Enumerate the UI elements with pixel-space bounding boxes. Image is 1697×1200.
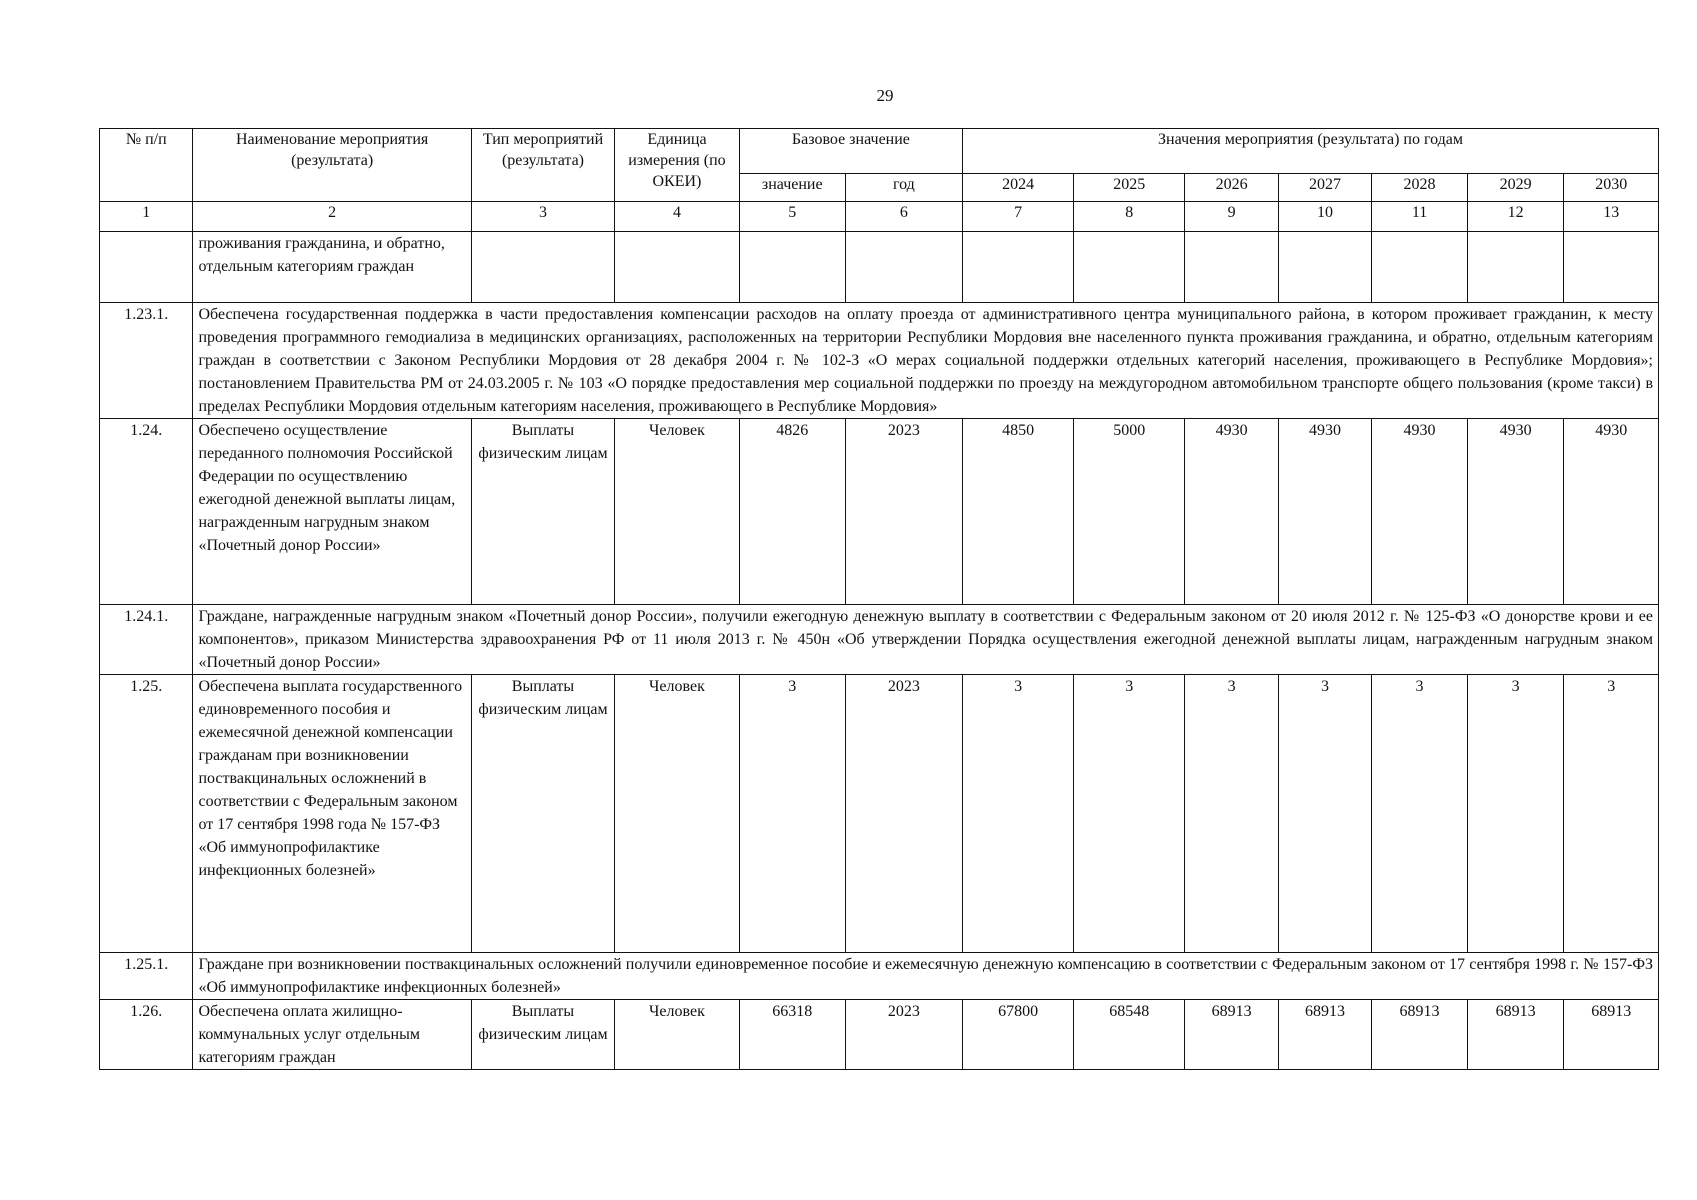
table-row — [100, 419, 1659, 605]
header-unit: Единица измерения (по ОКЕИ) — [615, 129, 740, 202]
table-row — [100, 303, 1659, 419]
row-year-value: 68913 — [1185, 1000, 1278, 1070]
row-base-year: 2023 — [845, 675, 962, 953]
header-year: 2030 — [1564, 174, 1659, 202]
table-row — [100, 675, 1659, 953]
row-num: 1.23.1. — [100, 303, 193, 419]
row-year-value: 3 — [1278, 675, 1371, 953]
row-cell — [1074, 232, 1185, 303]
row-name: Обеспечена оплата жилищно-коммунальных услуг отдельным категориям граждан — [193, 1000, 471, 1070]
row-cell — [739, 232, 845, 303]
row-year-value: 68913 — [1467, 1000, 1564, 1070]
row-cell — [471, 232, 614, 303]
row-year-value: 3 — [1185, 675, 1278, 953]
header-year: 2027 — [1278, 174, 1371, 202]
row-result-text: Обеспечена государственная поддержка в части предоставления компенсации расходов на оплату проезда от административного центра муниципального района, в котором проживает гражданин, к месту проведения программного гемодиализа в медицинских организациях, расположенных на территории Республики Мордовия вне населенного пункта проживания гражданина, и обратно, отдельным категориям граждан в соответствии с Законом Республики Мордовия от 28 декабря 2004 г. № 102-З «О мерах социальной поддержки отдельных категорий населения, проживающего в Республике Мордовия»; постановлением Правительства РМ от 24.03.2005 г. № 103 «О порядке предоставления мер социальной поддержки по проезду на междугородном автомобильном транспорте общего пользования (кроме такси) в пределах Республики Мордовия отдельным категориям населения, проживающего в Республике Мордовия» — [193, 303, 1659, 419]
column-index: 6 — [845, 202, 962, 232]
measures-table — [99, 128, 1659, 1070]
row-year-value: 3 — [1372, 675, 1468, 953]
row-num: 1.24. — [100, 419, 193, 605]
row-type: Выплаты физическим лицам — [471, 419, 614, 605]
row-cell — [615, 232, 740, 303]
table-row — [100, 953, 1659, 1000]
row-base-value: 3 — [739, 675, 845, 953]
header-year: 2028 — [1372, 174, 1468, 202]
row-result-text: Граждане при возникновении поствакцинальных осложнений получили единовременное пособие и ежемесячную денежную компенсацию в соответствии с Федеральным законом от 17 сентября 1998 г. № 157-ФЗ «Об иммунопрофилактике инфекционных болезней» — [193, 953, 1659, 1000]
row-unit: Человек — [615, 675, 740, 953]
row-year-value: 68913 — [1372, 1000, 1468, 1070]
row-num: 1.25. — [100, 675, 193, 953]
row-year-value: 3 — [963, 675, 1074, 953]
header-base: Базовое значение — [739, 129, 962, 174]
row-cell — [845, 232, 962, 303]
row-cell — [1372, 232, 1468, 303]
row-name: проживания гражданина, и обратно, отдельным категориям граждан — [193, 232, 471, 303]
column-index: 13 — [1564, 202, 1659, 232]
row-type: Выплаты физическим лицам — [471, 675, 614, 953]
header-type: Тип мероприятий (результата) — [471, 129, 614, 202]
column-index: 12 — [1467, 202, 1564, 232]
column-index: 5 — [739, 202, 845, 232]
row-unit: Человек — [615, 1000, 740, 1070]
row-num: 1.24.1. — [100, 605, 193, 675]
column-index: 8 — [1074, 202, 1185, 232]
row-year-value: 4930 — [1372, 419, 1468, 605]
column-index: 7 — [963, 202, 1074, 232]
row-year-value: 3 — [1467, 675, 1564, 953]
row-cell — [1278, 232, 1371, 303]
column-index: 1 — [100, 202, 193, 232]
header-base-year: год — [845, 174, 962, 202]
header-base-value: значение — [739, 174, 845, 202]
header-year: 2029 — [1467, 174, 1564, 202]
column-index: 4 — [615, 202, 740, 232]
row-result-text: Граждане, награжденные нагрудным знаком «Почетный донор России», получили ежегодную денежную выплату в соответствии с Федеральным законом от 20 июля 2012 г. № 125-ФЗ «О донорстве крови и ее компонентов», приказом Министерства здравоохранения РФ от 11 июля 2013 г. № 450н «Об утверждении Порядка осуществления ежегодной денежной выплаты лицам, награжденным нагрудным знаком «Почетный донор России» — [193, 605, 1659, 675]
column-index-row — [100, 202, 1659, 232]
header-year: 2025 — [1074, 174, 1185, 202]
row-num: 1.25.1. — [100, 953, 193, 1000]
row-year-value: 68913 — [1278, 1000, 1371, 1070]
row-cell — [1564, 232, 1659, 303]
row-type: Выплаты физическим лицам — [471, 1000, 614, 1070]
header-years-title: Значения мероприятия (результата) по годам — [963, 129, 1659, 174]
column-index: 9 — [1185, 202, 1278, 232]
row-cell — [1185, 232, 1278, 303]
header-year: 2024 — [963, 174, 1074, 202]
column-index: 2 — [193, 202, 471, 232]
row-base-value: 66318 — [739, 1000, 845, 1070]
row-year-value: 5000 — [1074, 419, 1185, 605]
row-unit: Человек — [615, 419, 740, 605]
row-year-value: 68548 — [1074, 1000, 1185, 1070]
row-year-value: 4930 — [1564, 419, 1659, 605]
header-year: 2026 — [1185, 174, 1278, 202]
row-num: 1.26. — [100, 1000, 193, 1070]
page-number: 29 — [876, 86, 894, 105]
row-year-value: 3 — [1564, 675, 1659, 953]
row-base-year: 2023 — [845, 419, 962, 605]
table-header-row — [100, 129, 1659, 174]
row-year-value: 67800 — [963, 1000, 1074, 1070]
row-cell — [1467, 232, 1564, 303]
table-row — [100, 1000, 1659, 1070]
row-name: Обеспечено осуществление переданного полномочия Российской Федерации по осуществлению ежегодной денежной выплаты лицам, награжденным нагрудным знаком «Почетный донор России» — [193, 419, 471, 605]
row-year-value: 68913 — [1564, 1000, 1659, 1070]
row-num — [100, 232, 193, 303]
row-name: Обеспечена выплата государственного единовременного пособия и ежемесячной денежной компенсации гражданам при возникновении поствакцинальных осложнений в соответствии с Федеральным законом от 17 сентября 1998 года № 157-ФЗ «Об иммунопрофилактике инфекционных болезней» — [193, 675, 471, 953]
header-num: № п/п — [100, 129, 193, 202]
column-index: 10 — [1278, 202, 1371, 232]
row-year-value: 4930 — [1185, 419, 1278, 605]
row-year-value: 3 — [1074, 675, 1185, 953]
row-cell — [963, 232, 1074, 303]
table-row — [100, 605, 1659, 675]
row-year-value: 4930 — [1278, 419, 1371, 605]
row-year-value: 4930 — [1467, 419, 1564, 605]
header-name: Наименование мероприятия (результата) — [193, 129, 471, 202]
table-row — [100, 232, 1659, 303]
column-index: 3 — [471, 202, 614, 232]
row-base-value: 4826 — [739, 419, 845, 605]
row-base-year: 2023 — [845, 1000, 962, 1070]
row-year-value: 4850 — [963, 419, 1074, 605]
column-index: 11 — [1372, 202, 1468, 232]
